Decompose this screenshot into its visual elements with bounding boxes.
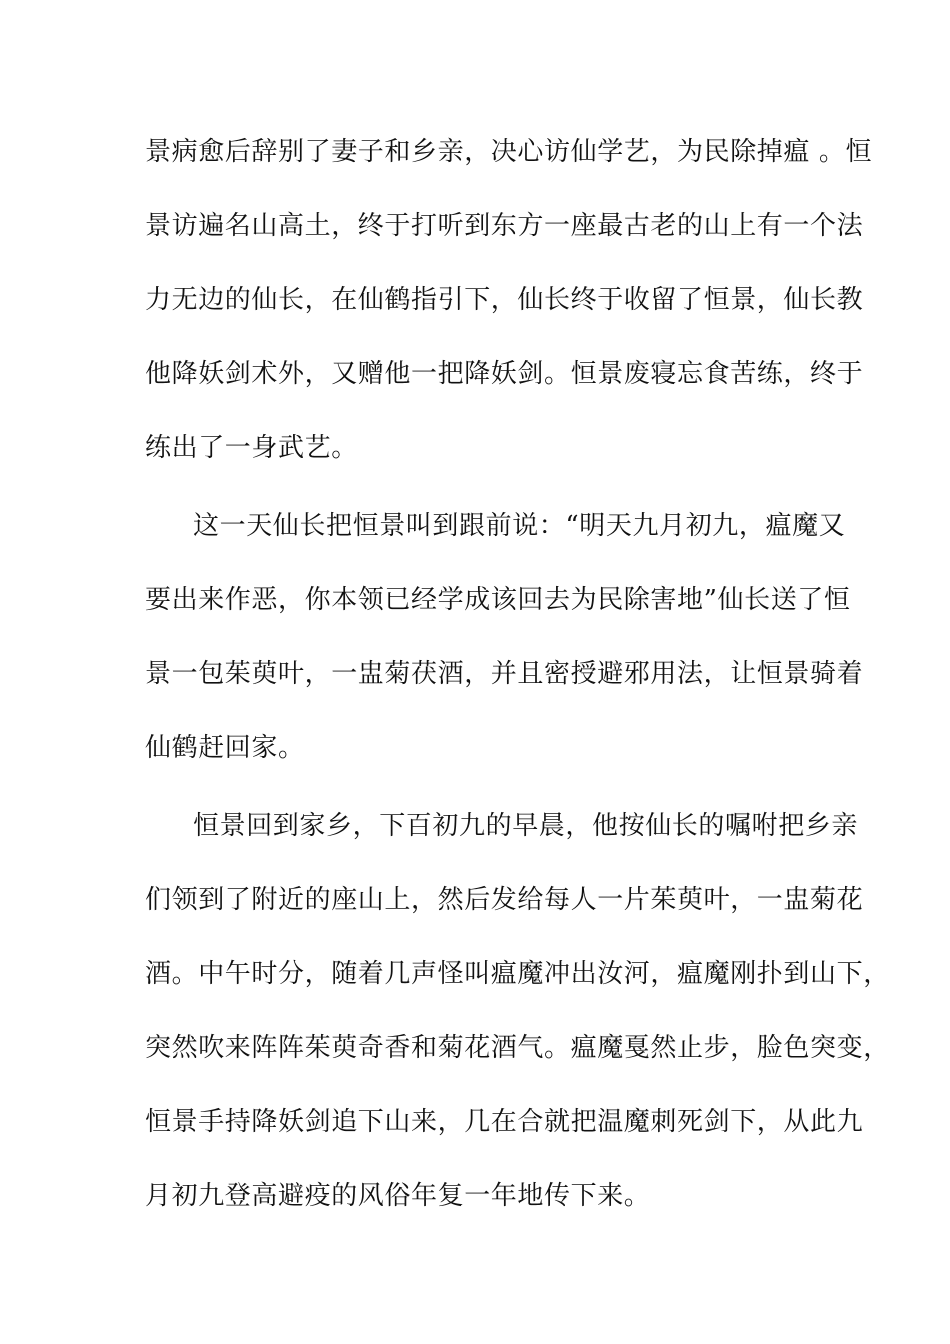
text-line: 酒。中午时分，随着几声怪叫瘟魔冲出汝河，瘟魔刚扑到山下， bbox=[145, 959, 890, 989]
paragraph-first-line: 这一天仙长把恒景叫到跟前说：“明天九月初九，瘟魔又 bbox=[193, 511, 846, 541]
text-line: 景病愈后辞别了妻子和乡亲，决心访仙学艺，为民除掉瘟 。恒 bbox=[145, 137, 873, 167]
text-line: 恒景手持降妖剑追下山来，几在合就把温魔刺死剑下，从此九 bbox=[145, 1107, 864, 1137]
text-line: 月初九登高避疫的风俗年复一年地传下来。 bbox=[145, 1181, 651, 1211]
text-line: 仙鹤赶回家。 bbox=[145, 733, 305, 763]
text-line: 景一包茱萸叶，一盅菊茯酒，并且密授避邪用法，让恒景骑着 bbox=[145, 659, 864, 689]
text-line: 力无边的仙长，在仙鹤指引下，仙长终于收留了恒景，仙长教 bbox=[145, 285, 864, 315]
text-line: 要出来作恶，你本领已经学成该回去为民除害地”仙长送了恒 bbox=[145, 585, 851, 615]
text-line: 他降妖剑术外，又赠他一把降妖剑。恒景废寝忘食苦练，终于 bbox=[145, 359, 864, 389]
text-line: 突然吹来阵阵茱萸奇香和菊花酒气。瘟魔戛然止步，脸色突变， bbox=[145, 1033, 890, 1063]
text-line: 练出了一身武艺。 bbox=[145, 433, 358, 463]
text-line: 景访遍名山高土，终于打听到东方一座最古老的山上有一个法 bbox=[145, 211, 864, 241]
text-line: 们领到了附近的座山上，然后发给每人一片茱萸叶，一盅菊花 bbox=[145, 885, 864, 915]
paragraph-first-line: 恒景回到家乡，下百初九的早晨，他按仙长的嘱咐把乡亲 bbox=[193, 811, 859, 841]
